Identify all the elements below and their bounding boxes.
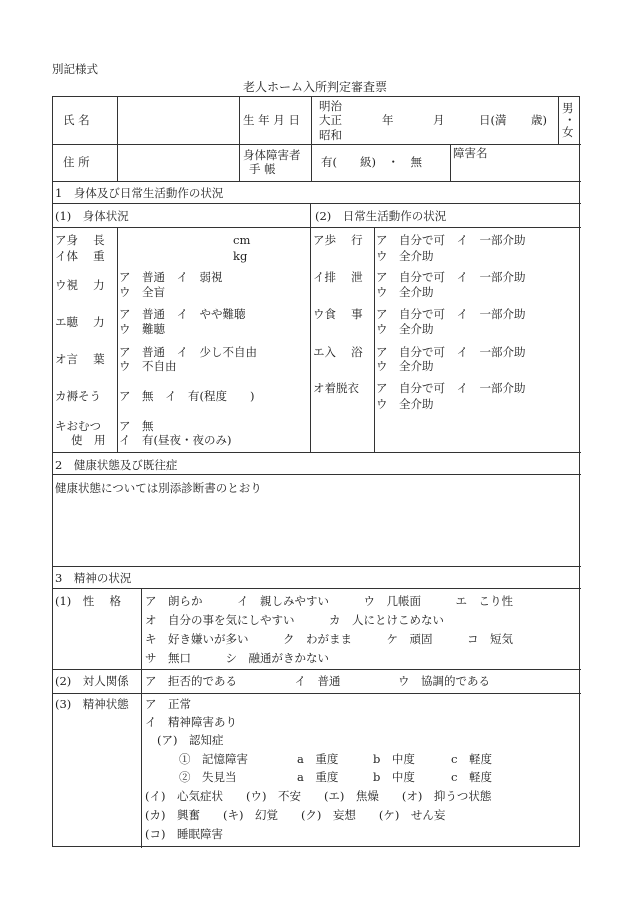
section-3-header: 3 精神の状況 <box>55 571 132 585</box>
dementia-label: (ア) 認知症 <box>157 733 224 747</box>
memory-impairment-label: ① 記憶障害 <box>179 752 248 766</box>
rule <box>558 97 559 144</box>
adl-eating-option: ウ 全介助 <box>376 322 434 336</box>
vision-label: ウ視 力 <box>55 278 105 292</box>
rule <box>53 566 581 567</box>
rule <box>239 97 240 181</box>
mental-state-label: (3) 精神状態 <box>55 697 129 711</box>
form-number-label: 別記様式 <box>52 62 98 76</box>
rule <box>311 97 312 181</box>
personality-line: オ 自分の事を気にしやすい カ 人にとけこめない <box>145 613 444 627</box>
page-title: 老人ホーム入所判定審査票 <box>242 80 387 94</box>
era-taisho: 大正 <box>319 113 342 127</box>
adl-header: (2) 日常生活動作の状況 <box>315 209 447 223</box>
handbook-label: 身体障害者 <box>243 148 301 162</box>
rule <box>53 474 581 475</box>
disorientation-label: ② 失見当 <box>179 770 237 784</box>
adl-bathing-option: ウ 全介助 <box>376 359 434 373</box>
adl-eating-option: ア 自分で可 イ 一部介助 <box>376 307 526 321</box>
symptom-list-line: (カ) 興奮 (キ) 幻覚 (ク) 妄想 (ケ) せん妄 <box>145 808 446 822</box>
assessment-form <box>52 96 580 847</box>
rule <box>450 144 451 181</box>
day-age-label: 日(満 <box>479 113 507 127</box>
diaper-label-2: 使 用 <box>71 433 106 447</box>
rule <box>53 227 581 228</box>
rule <box>53 693 581 694</box>
rule <box>310 203 311 452</box>
height-unit: cm <box>233 233 251 247</box>
adl-eating-label: ウ食 事 <box>313 307 363 321</box>
rule <box>141 588 142 848</box>
disability-name-label: 障害名 <box>453 146 488 160</box>
bedsore-label: カ褥そう <box>55 389 101 403</box>
severity-option: c 軽度 <box>451 752 492 766</box>
vision-option: ウ 全盲 <box>119 285 165 299</box>
sex-separator: ・ <box>564 113 576 127</box>
symptom-list-line: (イ) 心気症状 (ウ) 不安 (エ) 焦燥 (オ) 抑うつ状態 <box>145 789 492 803</box>
hearing-option: ウ 難聴 <box>119 322 165 336</box>
adl-dressing-option: ウ 全介助 <box>376 397 434 411</box>
dob-label: 生 年 月 日 <box>243 113 300 127</box>
speech-option: ア 普通 イ 少し不自由 <box>119 345 257 359</box>
rule <box>53 144 581 145</box>
physical-header: (1) 身体状況 <box>55 209 129 223</box>
handbook-value: 有( 級) ・ 無 <box>321 155 422 169</box>
symptom-list-line: (コ) 睡眠障害 <box>145 827 223 841</box>
mental-normal: ア 正常 <box>145 697 191 711</box>
severity-option: b 中度 <box>373 752 415 766</box>
rule <box>53 452 581 453</box>
adl-bathing-label: エ入 浴 <box>313 345 363 359</box>
weight-unit: kg <box>233 249 248 263</box>
era-showa: 昭和 <box>319 128 342 142</box>
adl-toileting-option: ウ 全介助 <box>376 285 434 299</box>
age-suffix: 歳) <box>531 113 547 127</box>
health-status-text: 健康状態については別添診断書のとおり <box>55 481 262 495</box>
name-label: 氏 名 <box>63 113 90 127</box>
section-1-header: 1 身体及び日常生活動作の状況 <box>55 186 224 200</box>
adl-dressing-option: ア 自分で可 イ 一部介助 <box>376 381 526 395</box>
severity-option: c 軽度 <box>451 770 492 784</box>
year-label: 年 <box>382 113 394 127</box>
adl-walking-option: ア 自分で可 イ 一部介助 <box>376 233 526 247</box>
address-label: 住 所 <box>63 155 90 169</box>
severity-option: a 重度 <box>297 752 339 766</box>
era-meiji: 明治 <box>319 99 342 113</box>
month-label: 月 <box>433 113 445 127</box>
personality-line: サ 無口 シ 融通がきかない <box>145 651 329 665</box>
adl-walking-option: ウ 全介助 <box>376 249 434 263</box>
bedsore-option: ア 無 イ 有(程度 ) <box>119 389 255 403</box>
relations-label: (2) 対人関係 <box>55 674 129 688</box>
personality-line: ア 朗らか イ 親しみやすい ウ 几帳面 エ こり性 <box>145 594 513 608</box>
adl-bathing-option: ア 自分で可 イ 一部介助 <box>376 345 526 359</box>
severity-option: a 重度 <box>297 770 339 784</box>
rule <box>53 203 581 204</box>
rule <box>53 588 581 589</box>
personality-label: (1) 性 格 <box>55 594 121 608</box>
speech-label: オ言 葉 <box>55 352 105 366</box>
adl-toileting-label: イ排 泄 <box>313 270 363 284</box>
rule <box>374 227 375 452</box>
mental-disorder: イ 精神障害あり <box>145 715 237 729</box>
sex-female: 女 <box>562 125 574 139</box>
rule <box>53 181 581 182</box>
relations-options: ア 拒否的である イ 普通 ウ 協調的である <box>145 674 490 688</box>
vision-option: ア 普通 イ 弱視 <box>119 270 223 284</box>
height-label: ア身 長 <box>55 233 105 247</box>
handbook-label-2: 手 帳 <box>249 162 276 176</box>
adl-walking-label: ア歩 行 <box>313 233 363 247</box>
speech-option: ウ 不自由 <box>119 359 177 373</box>
adl-dressing-label: オ着脱衣 <box>313 381 359 395</box>
rule <box>117 227 118 452</box>
weight-label: イ体 重 <box>55 249 105 263</box>
section-2-header: 2 健康状態及び既往症 <box>55 458 178 472</box>
diaper-option: イ 有(昼夜・夜のみ) <box>119 433 232 447</box>
diaper-option: ア 無 <box>119 419 154 433</box>
hearing-label: エ聴 力 <box>55 315 105 329</box>
personality-line: キ 好き嫌いが多い ク わがまま ケ 頑固 コ 短気 <box>145 632 513 646</box>
diaper-label: キおむつ <box>55 419 101 433</box>
hearing-option: ア 普通 イ やや難聴 <box>119 307 246 321</box>
rule <box>53 669 581 670</box>
adl-toileting-option: ア 自分で可 イ 一部介助 <box>376 270 526 284</box>
severity-option: b 中度 <box>373 770 415 784</box>
rule <box>117 97 118 181</box>
sex-male: 男 <box>562 101 574 115</box>
